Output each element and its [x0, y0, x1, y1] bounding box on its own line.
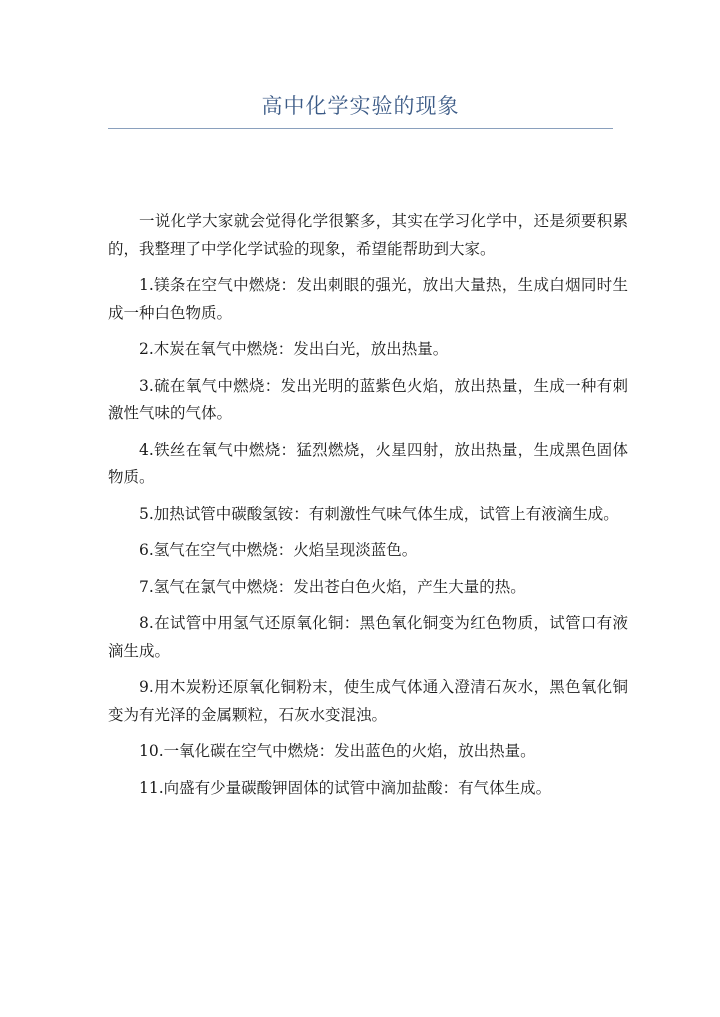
experiment-item-8: 8.在试管中用氢气还原氧化铜：黑色氧化铜变为红色物质，试管口有液滴生成。	[108, 614, 628, 660]
experiment-item-4: 4.铁丝在氧气中燃烧：猛烈燃烧，火星四射，放出热量，生成黑色固体物质。	[108, 440, 628, 486]
title-divider	[108, 128, 613, 129]
experiment-item-9: 9.用木炭粉还原氧化铜粉末，使生成气体通入澄清石灰水，黑色氧化铜变为有光泽的金属颗粒，石灰水变混浊。	[108, 678, 628, 724]
document-body	[108, 208, 628, 811]
experiment-item-6: 6.氢气在空气中燃烧：火焰呈现淡蓝色。	[139, 541, 418, 559]
experiment-item-10: 10.一氧化碳在空气中燃烧：发出蓝色的火焰，放出热量。	[139, 742, 536, 760]
experiment-item-3: 3.硫在氧气中燃烧：发出光明的蓝紫色火焰，放出热量，生成一种有刺激性气味的气体。	[108, 376, 628, 422]
page-title: 高中化学实验的现象	[261, 94, 460, 118]
experiment-item-11: 11.向盛有少量碳酸钾固体的试管中滴加盐酸：有气体生成。	[139, 778, 552, 797]
intro-paragraph: 一说化学大家就会觉得化学很繁多，其实在学习化学中，还是须要积累的，我整理了中学化学试验的现象，希望能帮助到大家。	[108, 212, 628, 258]
experiment-item-2: 2.木炭在氧气中燃烧：发出白光，放出热量。	[139, 340, 449, 358]
experiment-item-5: 5.加热试管中碳酸氢铵：有刺激性气味气体生成，试管上有液滴生成。	[139, 504, 619, 523]
experiment-item-1: 1.镁条在空气中燃烧：发出刺眼的强光，放出大量热，生成白烟同时生成一种白色物质。	[108, 276, 628, 322]
experiment-item-7: 7.氢气在氯气中燃烧：发出苍白色火焰，产生大量的热。	[139, 577, 526, 596]
